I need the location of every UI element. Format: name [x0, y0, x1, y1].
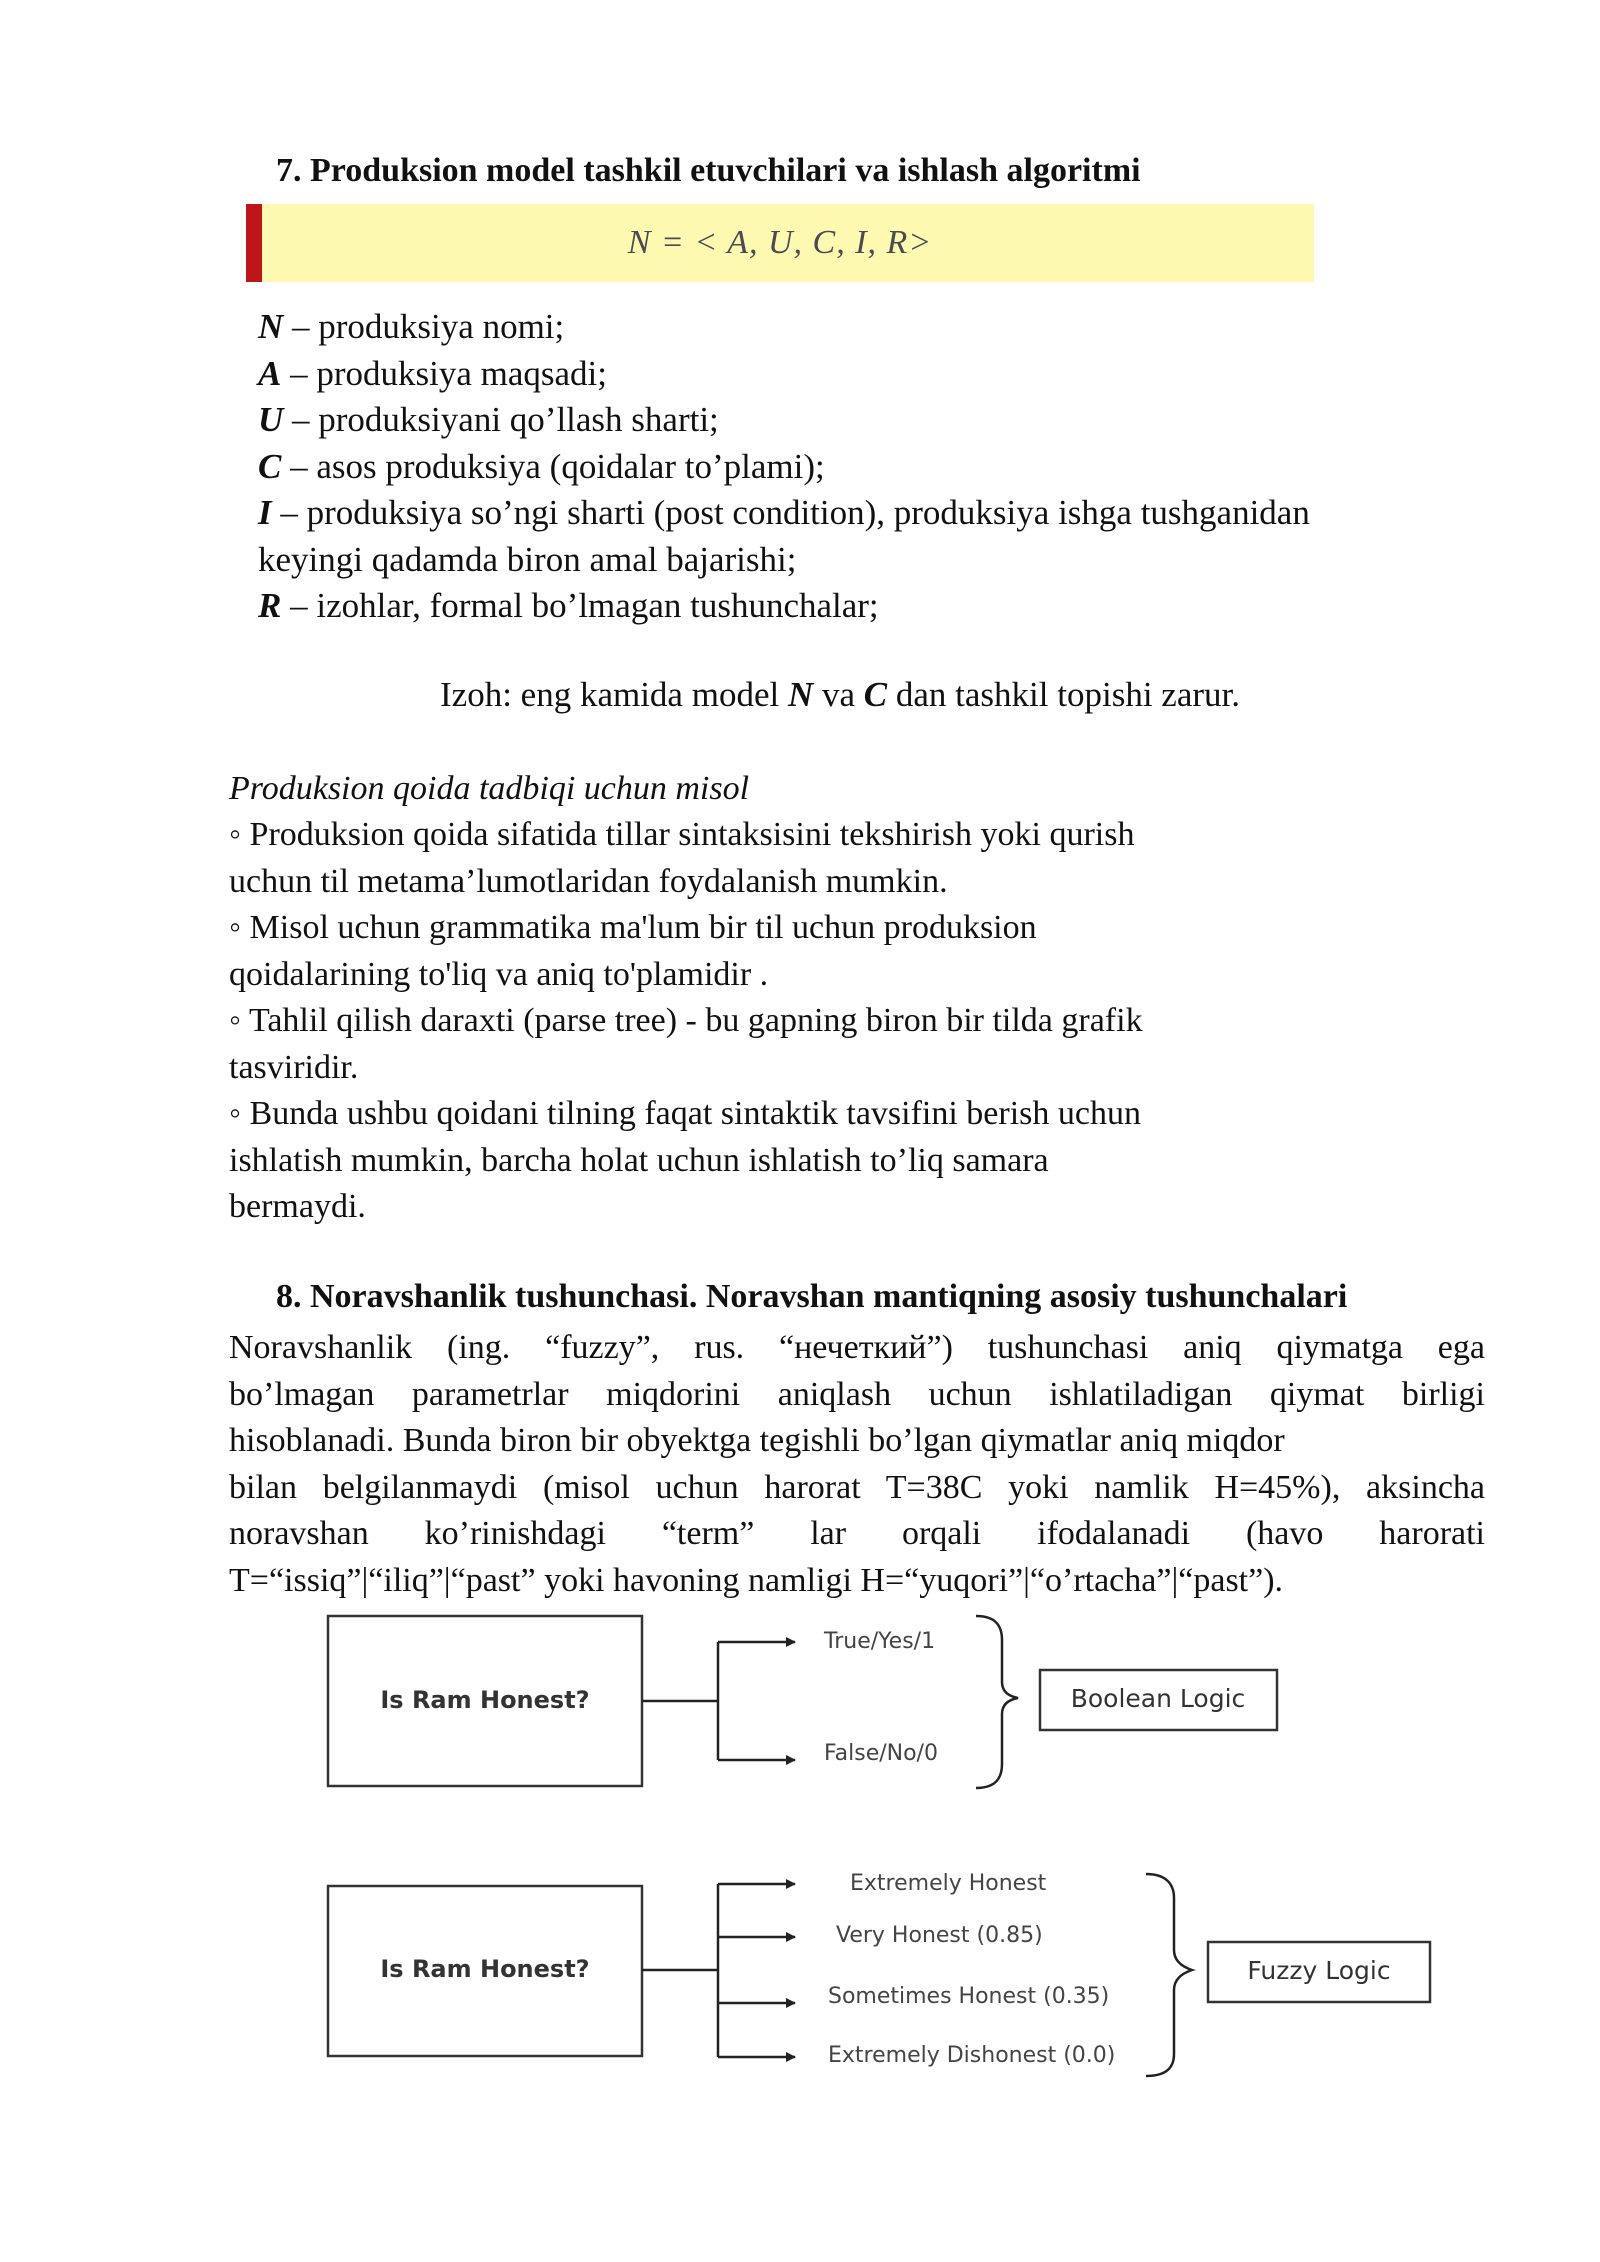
boolean-outcome: True/Yes/1: [824, 1629, 936, 1654]
paragraph-line: T=“issiq”|“iliq”|“past” yoki havoning namligi H=“yuqori”|“o’rtacha”|“past”).: [229, 1561, 1284, 1599]
fuzzy-outcome: Sometimes Honest (0.35): [828, 1984, 1110, 2009]
paragraph-line: noravshan ko’rinishdagi “term” lar orqali ifodalanadi (havo harorati: [229, 1515, 1485, 1552]
paragraph-line: hisoblanadi. Bunda biron bir obyektga tegishli bo’lgan qiymatlar aniq miqdor: [229, 1422, 1285, 1459]
example-line: uchun til metama’lumotlaridan foydalanish mumkin.: [229, 862, 948, 900]
fuzzy-logic-label: Fuzzy Logic: [1247, 1956, 1391, 1985]
definition-item: A – produksiya maqsadi;: [258, 353, 608, 393]
boolean-diagram: [328, 1616, 1277, 1788]
definition-item: R – izohlar, formal bo’lmagan tushunchalar;: [258, 586, 879, 625]
example-line: ◦ Bunda ushbu qoidani tilning faqat sintaktik tavsifini berish uchun: [229, 1095, 1141, 1132]
definition-continuation: keyingi qadamda biron amal bajarishi;: [258, 539, 797, 579]
definition-item: C – asos produksiya (qoidalar to’plami);: [258, 446, 825, 486]
fuzzy-outcome: Extremely Honest: [850, 1871, 1047, 1896]
fuzzy-question-text: Is Ram Honest?: [380, 1955, 590, 1983]
boolean-question-text: Is Ram Honest?: [380, 1686, 590, 1714]
section-7-heading: 7. Produksion model tashkil etuvchilari va ishlash algoritmi: [276, 152, 1141, 189]
definition-item: N – produksiya nomi;: [258, 307, 565, 346]
production-formula: N = < A, U, C, I, R>: [627, 224, 933, 261]
definition-item: U – produksiyani qo’llash sharti;: [258, 400, 719, 439]
example-line: ◦ Misol uchun grammatika ma'lum bir til uchun produksion: [229, 909, 1037, 946]
example-line: ◦ Produksion qoida sifatida tillar sintaksisini tekshirish yoki qurish: [229, 816, 1135, 853]
example-line: ishlatish mumkin, barcha holat uchun ishlatish to’liq samara: [229, 1141, 1049, 1179]
definition-item: I – produksiya so’ngi sharti (post condition), produksiya ishga tushganidan: [258, 493, 1310, 532]
example-line: tasviridir.: [229, 1048, 359, 1086]
curly-brace: [976, 1616, 1018, 1788]
paragraph-line: Noravshanlik (ing. “fuzzy”, rus. “нечеткий”) tushunchasi aniq qiymatga ega: [229, 1329, 1485, 1366]
note-line: Izoh: eng kamida model N va C dan tashkil topishi zarur.: [440, 675, 1240, 714]
boolean-logic-label: Boolean Logic: [1070, 1684, 1246, 1713]
section-8-heading: 8. Noravshanlik tushunchasi. Noravshan mantiqning asosiy tushunchalari: [276, 1278, 1348, 1315]
paragraph-line: bo’lmagan parametrlar miqdorini aniqlash uchun ishlatiladigan qiymat birligi: [229, 1375, 1485, 1413]
example-title: Produksion qoida tadbiqi uchun misol: [229, 770, 750, 807]
fuzzy-outcome: Extremely Dishonest (0.0): [828, 2043, 1116, 2068]
fuzzy-outcome: Very Honest (0.85): [836, 1923, 1043, 1948]
example-line: qoidalarining to'liq va aniq to'plamidir .: [229, 955, 769, 993]
example-line: bermaydi.: [229, 1188, 366, 1225]
fuzzy-diagram: [328, 1871, 1430, 2076]
paragraph-line: bilan belgilanmaydi (misol uchun harorat T=38C yoki namlik H=45%), aksincha: [229, 1468, 1485, 1506]
boolean-outcome: False/No/0: [824, 1741, 938, 1766]
example-line: ◦ Tahlil qilish daraxti (parse tree) - bu gapning biron bir tilda grafik: [229, 1002, 1143, 1039]
curly-brace: [1146, 1874, 1192, 2076]
